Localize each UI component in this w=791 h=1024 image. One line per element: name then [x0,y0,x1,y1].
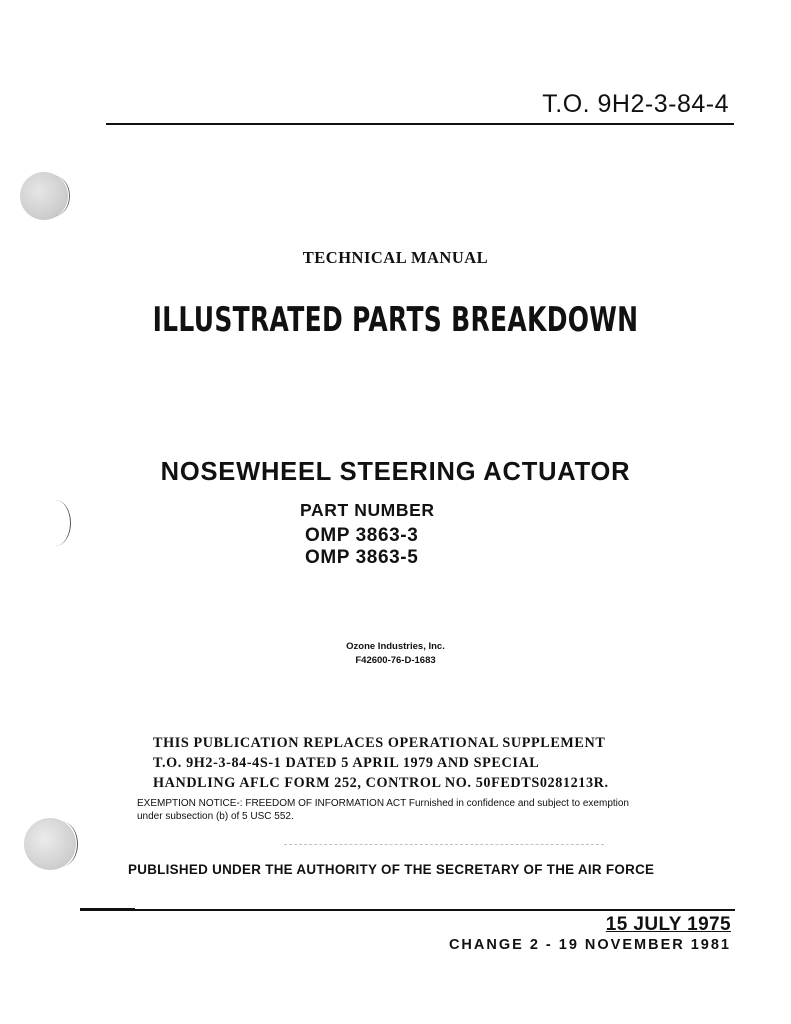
replacement-notice-line: THIS PUBLICATION REPLACES OPERATIONAL SUPPLEMENT [153,735,606,751]
replacement-notice [153,733,609,793]
punch-hole-middle [40,500,71,546]
part-number-list [305,525,418,569]
bottom-rule-accent [80,908,135,911]
document-title: ILLUSTRATED PARTS BREAKDOWN [152,300,639,340]
document-category: TECHNICAL MANUAL [302,248,489,267]
authority-statement: PUBLISHED UNDER THE AUTHORITY OF THE SECRETARY OF THE AIR FORCE [128,862,655,877]
replacement-notice-line: T.O. 9H2-3-84-4S-1 DATED 5 APRIL 1979 AND SPECIAL [153,755,540,771]
manufacturer-block [0,640,791,668]
faint-dashes [284,844,604,847]
to-number: T.O. 9H2-3-84-4 [542,90,729,118]
bottom-rule [80,909,735,911]
exemption-notice: EXEMPTION NOTICE-: FREEDOM OF INFORMATION ACT Furnished in confidence and subject to exemption under subsection (b) of 5 USC 552. [137,798,629,822]
part-number-item: OMP 3863-5 [305,547,419,568]
manufacturer-name: Ozone Industries, Inc. [346,641,445,652]
punch-hole-bottom [24,818,76,870]
part-number-label: PART NUMBER [300,500,435,520]
equipment-name: NOSEWHEEL STEERING ACTUATOR [160,458,631,486]
top-rule [106,123,734,125]
punch-hole-top [20,172,68,220]
contract-number: F42600-76-D-1683 [355,655,436,666]
publication-date: 15 JULY 1975 [605,914,731,935]
change-notice: CHANGE 2 - 19 NOVEMBER 1981 [448,937,731,953]
part-number-item: OMP 3863-3 [305,525,419,546]
replacement-notice-line: HANDLING AFLC FORM 252, CONTROL NO. 50FEDTS0281213R. [153,775,609,791]
